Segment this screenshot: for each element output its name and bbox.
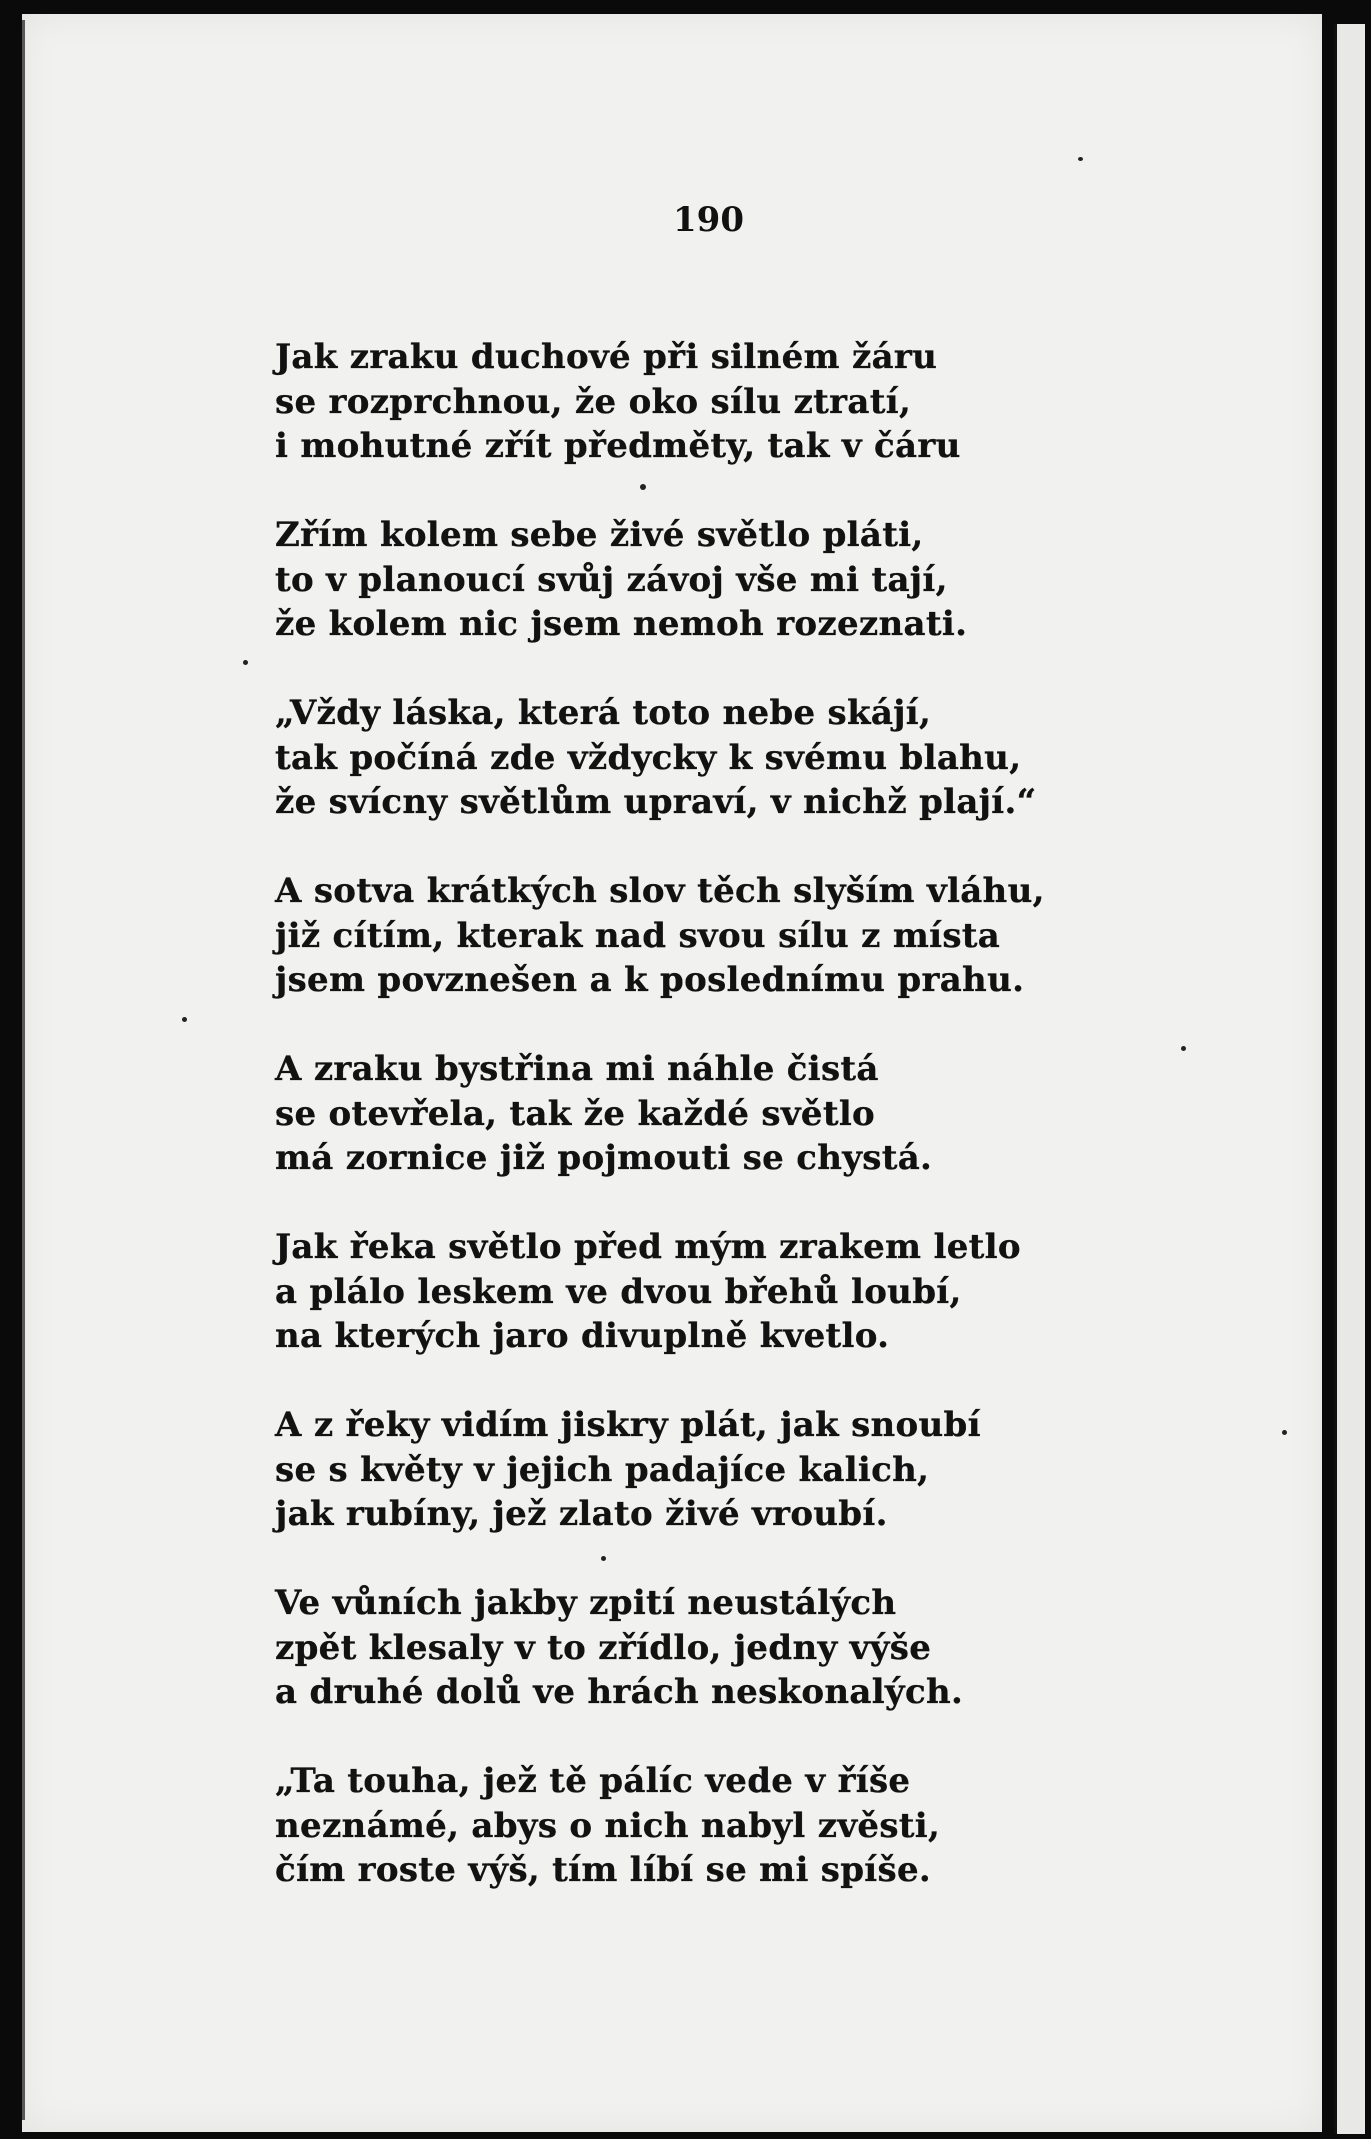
verse-line: zpět klesaly v to zřídlo, jedny výše bbox=[275, 1627, 932, 1668]
poem-text bbox=[275, 335, 1075, 1937]
scan-left-edge bbox=[22, 20, 25, 2120]
verse-line: Zřím kolem sebe živé světlo pláti, bbox=[275, 515, 924, 555]
scan-speck bbox=[640, 484, 646, 490]
verse-line: jsem povznešen a k poslednímu prahu. bbox=[275, 960, 1025, 1000]
verse-line: jak rubíny, jež zlato živé vroubí. bbox=[275, 1494, 888, 1534]
stanza bbox=[275, 1047, 1075, 1181]
scan-speck bbox=[182, 1017, 187, 1022]
verse-line: „Vždy láska, která toto nebe skájí, bbox=[275, 693, 932, 733]
verse-line: se rozprchnou, že oko sílu ztratí, bbox=[275, 381, 912, 422]
scan-speck bbox=[1181, 1046, 1186, 1051]
stanza bbox=[275, 513, 1075, 647]
verse-line: již cítím, kterak nad svou sílu z místa bbox=[275, 915, 1001, 956]
stanza bbox=[275, 1403, 1075, 1537]
verse-line: A zraku bystřina mi náhle čistá bbox=[275, 1049, 879, 1089]
verse-line: to v planoucí svůj závoj vše mi tají, bbox=[275, 559, 948, 600]
verse-line: má zornice již pojmouti se chystá. bbox=[275, 1138, 933, 1178]
verse-line: čím roste výš, tím líbí se mi spíše. bbox=[275, 1850, 932, 1890]
verse-line: i mohutné zřít předměty, tak v čáru bbox=[275, 426, 961, 466]
verse-line: se otevřela, tak že každé světlo bbox=[275, 1093, 876, 1134]
verse-line: „Ta touha, jež tě pálíc vede v říše bbox=[275, 1761, 911, 1801]
verse-line: Jak řeka světlo před mým zrakem letlo bbox=[275, 1227, 1021, 1267]
verse-line: na kterých jaro divuplně kvetlo. bbox=[275, 1316, 890, 1356]
stanza bbox=[275, 869, 1075, 1003]
verse-line: neznámé, abys o nich nabyl zvěsti, bbox=[275, 1805, 941, 1846]
next-page-strip bbox=[1334, 24, 1365, 2134]
stanza bbox=[275, 335, 1075, 469]
scan-speck bbox=[1282, 1430, 1287, 1435]
page-number: 190 bbox=[673, 200, 744, 240]
verse-line: Jak zraku duchové při silném žáru bbox=[275, 337, 938, 377]
scan-speck bbox=[601, 1556, 606, 1561]
verse-line: A z řeky vidím jiskry plát, jak snoubí bbox=[275, 1405, 981, 1445]
scan-speck bbox=[1078, 157, 1083, 161]
verse-line: tak počíná zde vždycky k svému blahu, bbox=[275, 737, 1022, 778]
verse-line: se s květy v jejich padajíce kalich, bbox=[275, 1449, 930, 1490]
stanza bbox=[275, 1225, 1075, 1359]
verse-line: a druhé dolů ve hrách neskonalých. bbox=[275, 1672, 964, 1712]
verse-line: a plálo leskem ve dvou břehů loubí, bbox=[275, 1271, 962, 1312]
verse-line: A sotva krátkých slov těch slyším vláhu, bbox=[275, 871, 1045, 911]
verse-line: že svícny světlům upraví, v nichž plají.“ bbox=[275, 782, 1037, 822]
scan-speck bbox=[243, 660, 248, 665]
scan-right-edge bbox=[1322, 14, 1371, 2139]
stanza bbox=[275, 1581, 1075, 1715]
stanza bbox=[275, 691, 1075, 825]
verse-line: Ve vůních jakby zpití neustálých bbox=[275, 1583, 897, 1623]
stanza bbox=[275, 1759, 1075, 1893]
verse-line: že kolem nic jsem nemoh rozeznati. bbox=[275, 604, 968, 644]
